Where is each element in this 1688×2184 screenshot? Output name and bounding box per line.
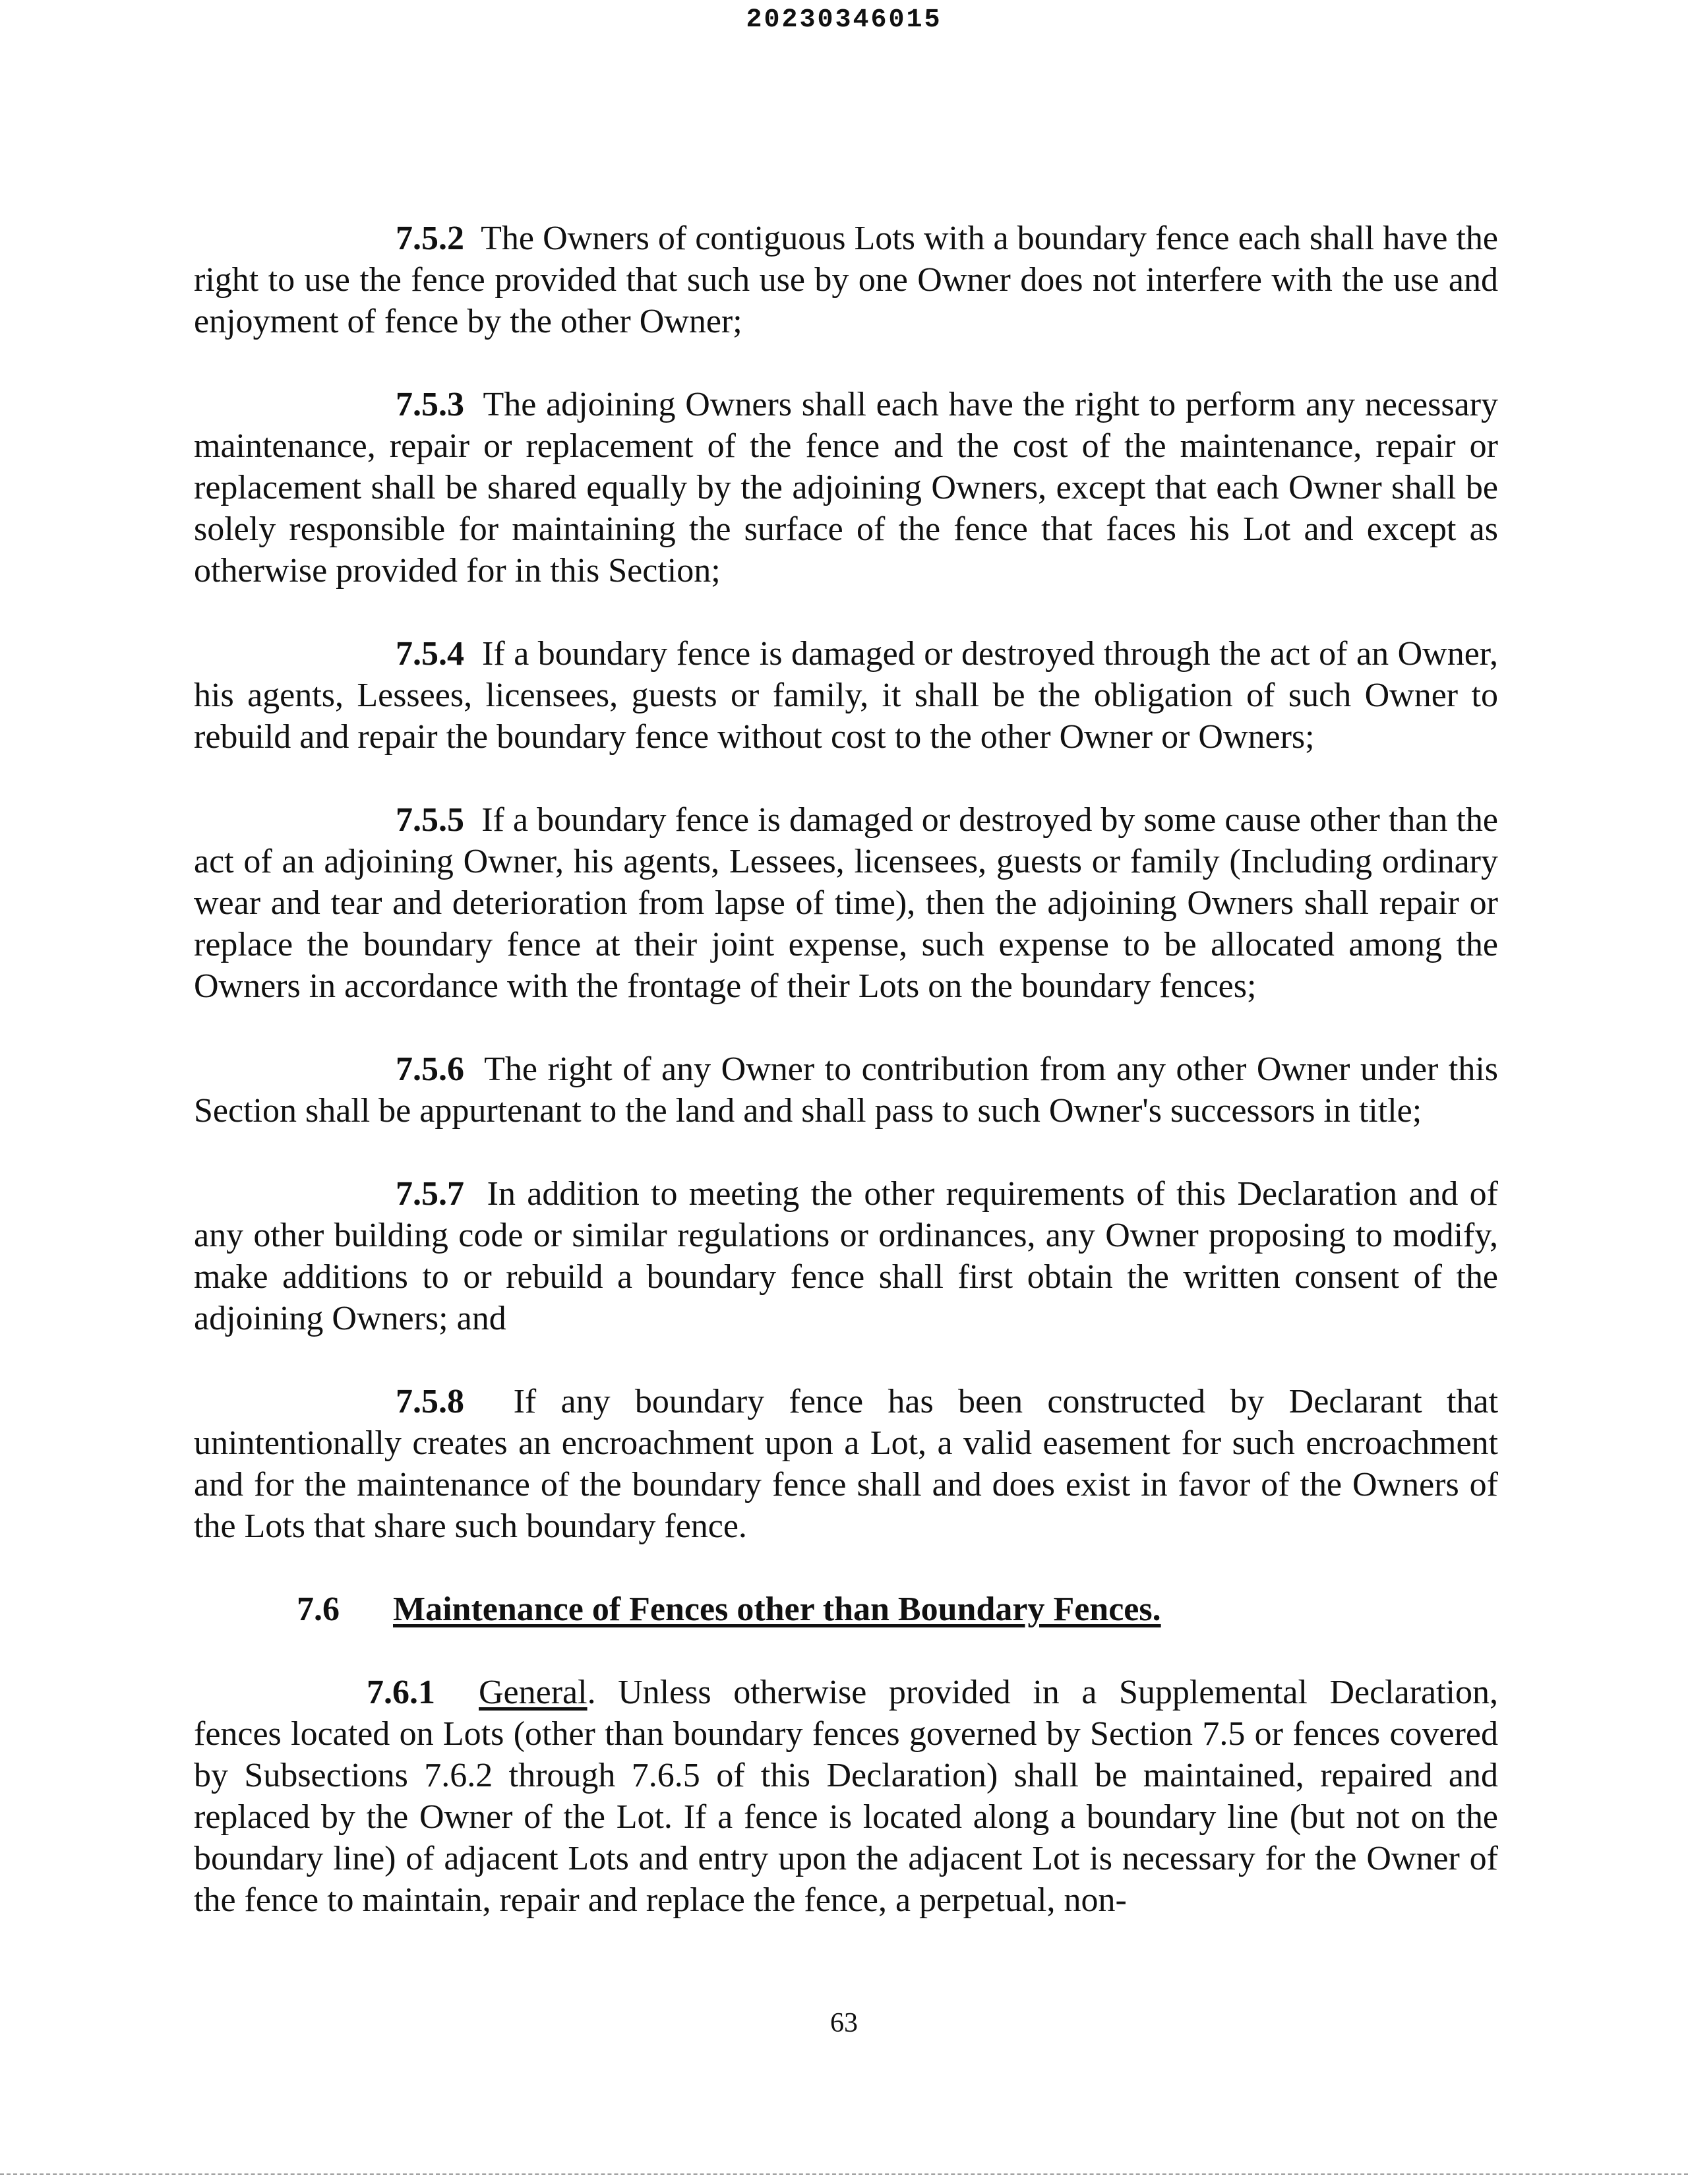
paragraph-number: 7.5.5 <box>396 801 464 839</box>
section-number: 7.6 <box>297 1591 340 1628</box>
paragraph-text: If a boundary fence is damaged or destroyed by some cause other than the act of an adjoining Owner, his agents, Lessees, licensees, guests or family (Including ordinary wear and tear and deterioration from lapse of time), then the adjoining Owners shall repair or replace the boundary fence at their joint expense, such expense to be allocated among the Owners in accordance with the frontage of their Lots on the boundary fences; <box>194 801 1499 1005</box>
paragraph-number: 7.5.6 <box>396 1050 464 1088</box>
paragraph-7-5-3 <box>194 384 1498 592</box>
section-heading-7-6 <box>194 1589 1498 1630</box>
document-number: 20230346015 <box>746 5 942 35</box>
subsection-text: . Unless otherwise provided in a Supplemental Declaration, fences located on Lots (other than boundary fences governed by Section 7.5 or fences covered by Subsections 7.6.2 through 7.6.5 of this Declaration) shall be maintained, repaired and replaced by the Owner of the Lot. If a fence is located along a boundary line (but not on the boundary line) of adjacent Lots and entry upon the adjacent Lot is necessary for the Owner of the fence to maintain, repair and replace the fence, a perpetual, non- <box>194 1674 1498 1919</box>
paragraph-text: In addition to meeting the other requirements of this Declaration and of any other building code or similar regulations or ordinances, any Owner proposing to modify, make additions to or rebuild a boundary fence shall first obtain the written consent of the adjoining Owners; and <box>194 1175 1499 1337</box>
subsection-label: General <box>479 1674 588 1711</box>
section-title: Maintenance of Fences other than Boundary Fences. <box>393 1591 1161 1628</box>
paragraph-text: If any boundary fence has been constructed by Declarant that unintentionally creates an encroachment upon a Lot, a valid easement for such encroachment and for the maintenance of the boundary fence shall and does exist in favor of the Owners of the Lots that share such boundary fence. <box>194 1383 1499 1545</box>
paragraph-7-5-2 <box>194 218 1498 342</box>
paragraph-text: The adjoining Owners shall each have the right to perform any necessary maintenance, repair or replacement of the fence and the cost of the maintenance, repair or replacement shall be shared equally by the adjoining Owners, except that each Owner shall be solely responsible for maintaining the surface of the fence that faces his Lot and except as otherwise provided for in this Section; <box>194 386 1499 590</box>
page-bottom-divider <box>0 2173 1688 2175</box>
paragraph-number: 7.5.7 <box>396 1175 464 1213</box>
paragraph-text: The Owners of contiguous Lots with a boundary fence each shall have the right to use the fence provided that such use by one Owner does not interfere with the use and enjoyment of fence by the other Owner; <box>194 220 1498 340</box>
paragraph-7-5-8 <box>194 1381 1498 1547</box>
paragraph-7-5-6 <box>194 1048 1498 1132</box>
paragraph-number: 7.5.3 <box>396 386 464 423</box>
paragraph-number: 7.5.4 <box>396 635 464 673</box>
paragraph-text: The right of any Owner to contribution from any other Owner under this Section shall be appurtenant to the land and shall pass to such Owner's successors in title; <box>194 1050 1498 1130</box>
subsection-7-6-1 <box>194 1672 1498 1921</box>
paragraph-text: If a boundary fence is damaged or destroyed through the act of an Owner, his agents, Lessees, licensees, guests or family, it shall be the obligation of such Owner to rebuild and repair the boundary fence without cost to the other Owner or Owners; <box>194 635 1499 756</box>
page-number: 63 <box>830 2008 858 2038</box>
paragraph-7-5-5 <box>194 799 1498 1007</box>
subsection-number: 7.6.1 <box>367 1674 435 1711</box>
paragraph-number: 7.5.2 <box>396 220 464 257</box>
paragraph-7-5-4 <box>194 633 1498 758</box>
paragraph-number: 7.5.8 <box>396 1383 464 1420</box>
page-body <box>194 218 1498 1962</box>
paragraph-7-5-7 <box>194 1173 1498 1339</box>
